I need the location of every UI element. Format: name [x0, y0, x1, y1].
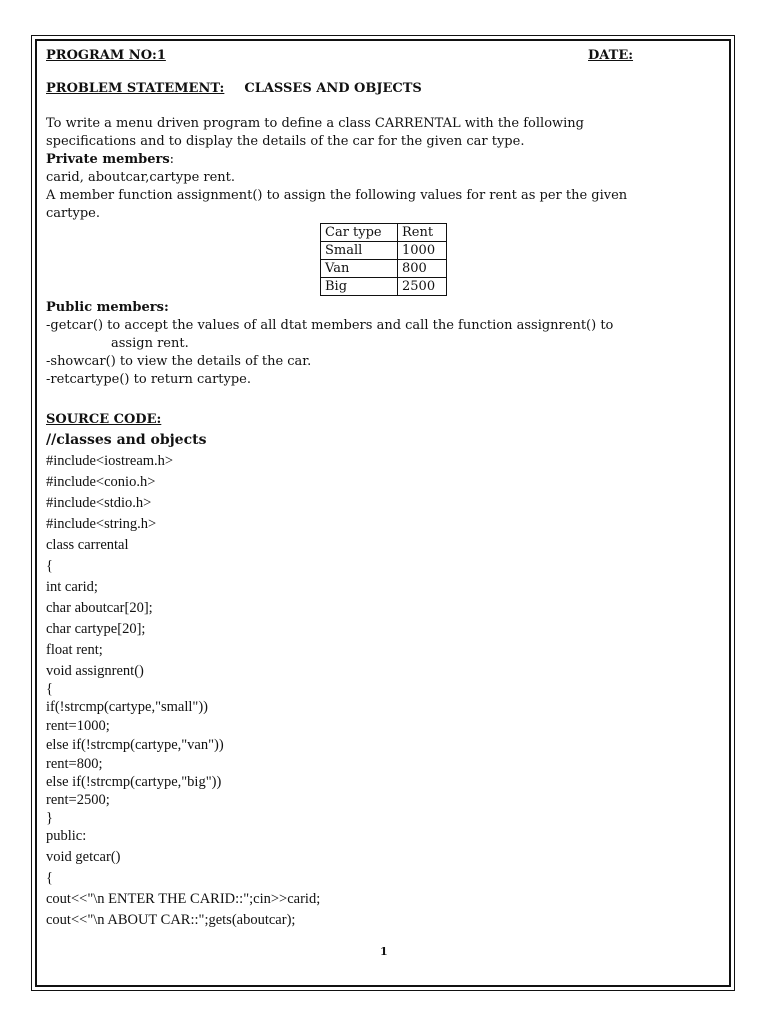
table-row	[321, 224, 447, 242]
code-line: cout<<"\n ABOUT CAR::";gets(aboutcar);	[46, 912, 296, 928]
table-cell: 800	[398, 260, 447, 278]
public-members-line-1: -getcar() to accept the values of all dtat members and call the function assignrent() to	[46, 318, 614, 333]
code-line: {	[46, 558, 53, 574]
public-members-line-3: -showcar() to view the details of the car.	[46, 354, 312, 369]
description-line-1: To write a menu driven program to define a class CARRENTAL with the following	[46, 116, 584, 131]
code-line: int carid;	[46, 579, 98, 595]
code-line: else if(!strcmp(cartype,"big"))	[46, 774, 222, 790]
code-line: #include<conio.h>	[46, 474, 156, 490]
code-line: else if(!strcmp(cartype,"van"))	[46, 737, 224, 753]
date-label: DATE:	[588, 48, 634, 63]
source-comment: //classes and objects	[46, 432, 207, 448]
code-line: #include<string.h>	[46, 516, 157, 532]
table-cell: Small	[321, 242, 398, 260]
table-cell: Big	[321, 278, 398, 296]
problem-statement-label: PROBLEM STATEMENT:	[46, 81, 225, 96]
rent-table	[320, 223, 447, 296]
code-line: cout<<"\n ENTER THE CARID::";cin>>carid;	[46, 891, 321, 907]
code-line: #include<iostream.h>	[46, 453, 174, 469]
code-line: rent=1000;	[46, 718, 110, 734]
code-line: #include<stdio.h>	[46, 495, 152, 511]
code-line: if(!strcmp(cartype,"small"))	[46, 699, 209, 715]
public-members-heading: Public members:	[46, 300, 169, 315]
member-function-line-1: A member function assignment() to assign the following values for rent as per the given	[46, 188, 628, 203]
table-cell: 2500	[398, 278, 447, 296]
member-function-line-2: cartype.	[46, 206, 100, 221]
private-members-colon: :	[169, 152, 175, 167]
table-row	[321, 242, 447, 260]
code-line: void getcar()	[46, 849, 121, 865]
problem-statement-title: CLASSES AND OBJECTS	[244, 81, 422, 96]
source-code-heading: SOURCE CODE:	[46, 412, 162, 427]
code-line: {	[46, 681, 53, 697]
code-line: }	[46, 810, 53, 826]
page-number: 1	[380, 945, 388, 958]
public-members-line-2: assign rent.	[111, 336, 189, 351]
code-line: class carrental	[46, 537, 129, 553]
public-members-line-4: -retcartype() to return cartype.	[46, 372, 251, 387]
code-line: void assignrent()	[46, 663, 144, 679]
table-cell: Van	[321, 260, 398, 278]
code-line: rent=800;	[46, 756, 103, 772]
description-line-2: specifications and to display the details of the car for the given car type.	[46, 134, 525, 149]
code-line: float rent;	[46, 642, 103, 658]
program-number: PROGRAM NO:1	[46, 48, 166, 63]
table-cell: 1000	[398, 242, 447, 260]
code-line: public:	[46, 828, 87, 844]
code-line: {	[46, 870, 53, 886]
code-line: char aboutcar[20];	[46, 600, 153, 616]
table-header-cartype: Car type	[321, 224, 398, 242]
table-row	[321, 278, 447, 296]
table-row	[321, 260, 447, 278]
private-members-list: carid, aboutcar,cartype rent.	[46, 170, 236, 185]
code-line: char cartype[20];	[46, 621, 146, 637]
private-members-label: Private members	[46, 152, 170, 167]
problem-statement	[46, 81, 422, 96]
code-line: rent=2500;	[46, 792, 110, 808]
private-members-heading	[46, 152, 174, 167]
table-header-rent: Rent	[398, 224, 447, 242]
